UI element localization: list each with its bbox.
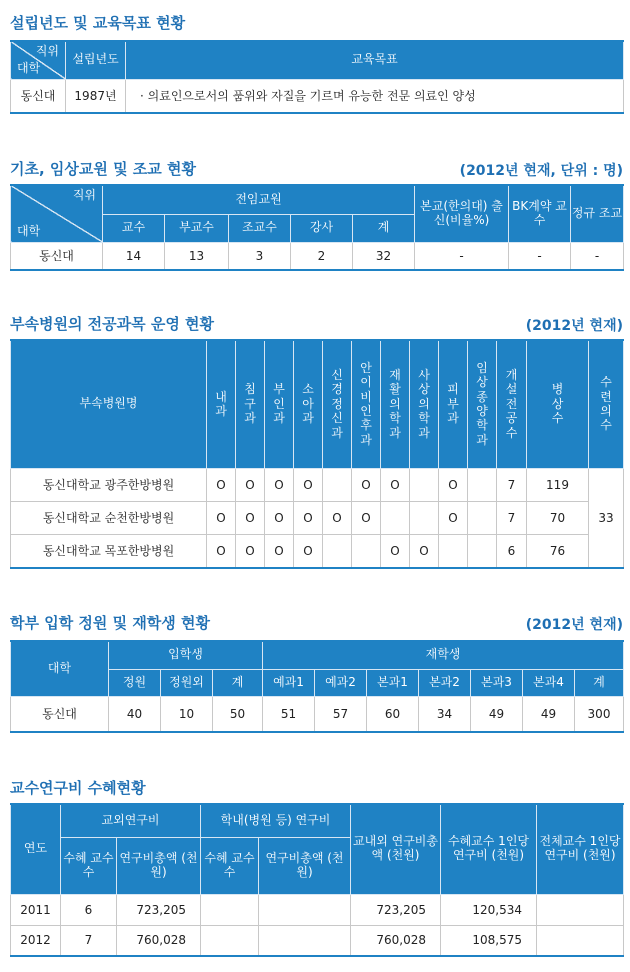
mark-cell: O bbox=[410, 534, 439, 568]
dept-header bbox=[497, 340, 527, 468]
sub-header: 본과4 bbox=[523, 669, 575, 696]
mark-cell bbox=[410, 468, 439, 501]
dept-header bbox=[323, 340, 352, 468]
value-cell: 14 bbox=[103, 242, 165, 270]
dept-header-label: 피부과 bbox=[447, 382, 459, 426]
header-external: 교외연구비 bbox=[61, 804, 201, 837]
mark-cell: O bbox=[265, 534, 294, 568]
mark-cell bbox=[323, 534, 352, 568]
header-enrolled: 재학생 bbox=[263, 641, 624, 669]
value-cell: 6 bbox=[61, 894, 117, 925]
assistant-cell: - bbox=[571, 242, 624, 270]
value-cell: 50 bbox=[213, 696, 263, 732]
value-cell: 108,575 bbox=[441, 925, 537, 956]
mark-cell: O bbox=[381, 468, 410, 501]
dept-header bbox=[381, 340, 410, 468]
bk-cell: - bbox=[509, 242, 571, 270]
header-per-recipient: 수혜교수 1인당 연구비 (천원) bbox=[441, 804, 537, 894]
mark-cell: O bbox=[265, 468, 294, 501]
univ-cell: 동신대 bbox=[11, 79, 66, 113]
mark-cell: O bbox=[323, 501, 352, 534]
mark-cell: O bbox=[381, 534, 410, 568]
value-cell bbox=[259, 894, 351, 925]
mark-cell: O bbox=[236, 501, 265, 534]
research-table bbox=[10, 803, 624, 957]
mark-cell bbox=[439, 534, 468, 568]
sub-header: 예과2 bbox=[315, 669, 367, 696]
mark-cell bbox=[410, 501, 439, 534]
mark-cell: O bbox=[207, 534, 236, 568]
header-fulltime: 전임교원 bbox=[103, 185, 415, 214]
value-cell: 49 bbox=[523, 696, 575, 732]
header-year: 설립년도 bbox=[66, 41, 126, 79]
value-cell bbox=[201, 925, 259, 956]
dept-header-label: 재활의학과 bbox=[389, 368, 401, 440]
section-title-students: 학부 입학 정원 및 재학생 현황 bbox=[10, 614, 210, 632]
value-cell: 57 bbox=[315, 696, 367, 732]
beds-cell: 119 bbox=[527, 468, 589, 501]
mark-cell: O bbox=[207, 501, 236, 534]
header-position: 직위 bbox=[35, 44, 59, 58]
value-cell: 51 bbox=[263, 696, 315, 732]
diag-header-cell bbox=[11, 185, 103, 242]
year-cell: 2011 bbox=[11, 894, 61, 925]
dept-header-label: 소아과 bbox=[302, 382, 314, 426]
mark-cell: O bbox=[294, 534, 323, 568]
sub-header: 본과1 bbox=[367, 669, 419, 696]
sub-header: 계 bbox=[353, 214, 415, 242]
value-cell: 10 bbox=[161, 696, 213, 732]
dept-header-label: 병상수 bbox=[551, 382, 564, 426]
hospital-name-cell: 동신대학교 광주한방병원 bbox=[11, 468, 207, 501]
univ-cell: 동신대 bbox=[11, 696, 109, 732]
value-cell: 723,205 bbox=[351, 894, 441, 925]
sub-header: 수혜 교수수 bbox=[61, 837, 117, 894]
sub-header: 수혜 교수수 bbox=[201, 837, 259, 894]
table-row bbox=[11, 925, 624, 956]
mark-cell: O bbox=[294, 468, 323, 501]
mark-cell: O bbox=[352, 501, 381, 534]
dept-header bbox=[236, 340, 265, 468]
dept-header bbox=[410, 340, 439, 468]
value-cell: 13 bbox=[165, 242, 229, 270]
sub-header: 예과1 bbox=[263, 669, 315, 696]
table-row bbox=[11, 501, 624, 534]
dept-header bbox=[207, 340, 236, 468]
sub-header: 정원 bbox=[109, 669, 161, 696]
dept-header bbox=[589, 340, 624, 468]
mark-cell: O bbox=[439, 468, 468, 501]
table-row bbox=[11, 894, 624, 925]
value-cell: 120,534 bbox=[441, 894, 537, 925]
header-assistant: 정규 조교 bbox=[571, 185, 624, 242]
section-title-hospital: 부속병원의 전공과목 운영 현황 bbox=[10, 315, 215, 333]
mark-cell bbox=[468, 501, 497, 534]
sub-header: 계 bbox=[575, 669, 624, 696]
dept-header bbox=[265, 340, 294, 468]
value-cell: 760,028 bbox=[117, 925, 201, 956]
value-cell bbox=[537, 925, 624, 956]
hospital-name-cell: 동신대학교 목포한방병원 bbox=[11, 534, 207, 568]
sub-header: 본과2 bbox=[419, 669, 471, 696]
mark-cell bbox=[381, 501, 410, 534]
dept-header-label: 침구과 bbox=[244, 382, 256, 426]
table-row bbox=[11, 534, 624, 568]
dept-header-label: 신경정신과 bbox=[331, 368, 343, 440]
header-year: 연도 bbox=[11, 804, 61, 894]
goal-cell: · 의료인으로서의 품위와 자질을 기르며 유능한 전문 의료인 양성 bbox=[126, 79, 624, 113]
dept-header bbox=[527, 340, 589, 468]
hospital-name-cell: 동신대학교 순천한방병원 bbox=[11, 501, 207, 534]
year-cell: 2012 bbox=[11, 925, 61, 956]
mark-cell: O bbox=[352, 468, 381, 501]
count-cell: 7 bbox=[497, 468, 527, 501]
sub-header: 계 bbox=[213, 669, 263, 696]
header-position: 직위 bbox=[72, 188, 96, 202]
beds-cell: 76 bbox=[527, 534, 589, 568]
univ-cell: 동신대 bbox=[11, 242, 103, 270]
value-cell bbox=[259, 925, 351, 956]
dept-header-label: 수련의수 bbox=[600, 375, 612, 433]
header-admission: 입학생 bbox=[109, 641, 263, 669]
dept-header-label: 사상의학과 bbox=[418, 368, 430, 440]
header-univ: 대학 bbox=[11, 641, 109, 696]
table-row bbox=[11, 468, 624, 501]
mark-cell: O bbox=[207, 468, 236, 501]
section-title-founding: 설립년도 및 교육목표 현황 bbox=[10, 14, 186, 32]
hospital-table bbox=[10, 339, 624, 569]
sub-header: 연구비총액 (천원) bbox=[259, 837, 351, 894]
mark-cell bbox=[323, 468, 352, 501]
dept-header bbox=[294, 340, 323, 468]
year-cell: 1987년 bbox=[66, 79, 126, 113]
dept-header bbox=[468, 340, 497, 468]
value-cell bbox=[201, 894, 259, 925]
header-hospital: 부속병원명 bbox=[11, 340, 207, 468]
sub-header: 본과3 bbox=[471, 669, 523, 696]
mark-cell: O bbox=[236, 534, 265, 568]
mark-cell bbox=[468, 534, 497, 568]
value-cell: 3 bbox=[229, 242, 291, 270]
header-total: 교내외 연구비총액 (천원) bbox=[351, 804, 441, 894]
value-cell: 7 bbox=[61, 925, 117, 956]
beds-cell: 70 bbox=[527, 501, 589, 534]
value-cell: 49 bbox=[471, 696, 523, 732]
mark-cell: O bbox=[236, 468, 265, 501]
mark-cell: O bbox=[265, 501, 294, 534]
sub-header: 조교수 bbox=[229, 214, 291, 242]
section-note-students: (2012년 현재) bbox=[525, 617, 623, 633]
header-per-all: 전체교수 1인당 연구비 (천원) bbox=[537, 804, 624, 894]
value-cell: 760,028 bbox=[351, 925, 441, 956]
value-cell: 723,205 bbox=[117, 894, 201, 925]
sub-header: 부교수 bbox=[165, 214, 229, 242]
count-cell: 6 bbox=[497, 534, 527, 568]
dept-header bbox=[352, 340, 381, 468]
section-note-faculty: (2012년 현재, 단위 : 명) bbox=[459, 163, 623, 179]
mark-cell bbox=[352, 534, 381, 568]
header-bk: BK계약 교수 bbox=[509, 185, 571, 242]
value-cell bbox=[537, 894, 624, 925]
mark-cell: O bbox=[294, 501, 323, 534]
header-internal: 학내(병원 등) 연구비 bbox=[201, 804, 351, 837]
dept-header-label: 개설전공수 bbox=[505, 368, 518, 440]
value-cell: 300 bbox=[575, 696, 624, 732]
value-cell: 2 bbox=[291, 242, 353, 270]
value-cell: 34 bbox=[419, 696, 471, 732]
diag-header-cell bbox=[11, 41, 66, 79]
mark-cell bbox=[468, 468, 497, 501]
residents-cell: 33 bbox=[589, 468, 624, 568]
section-note-hospital: (2012년 현재) bbox=[525, 318, 623, 334]
faculty-table bbox=[10, 184, 624, 271]
mark-cell: O bbox=[439, 501, 468, 534]
sub-header: 강사 bbox=[291, 214, 353, 242]
header-alumni: 본교(한의대) 출신(비율%) bbox=[415, 185, 509, 242]
founding-table bbox=[10, 40, 624, 114]
count-cell: 7 bbox=[497, 501, 527, 534]
value-cell: 60 bbox=[367, 696, 419, 732]
section-title-faculty: 기초, 임상교원 및 조교 현황 bbox=[10, 160, 196, 178]
header-univ: 대학 bbox=[17, 223, 41, 238]
dept-header-label: 내과 bbox=[215, 389, 227, 419]
value-cell: 32 bbox=[353, 242, 415, 270]
section-title-research: 교수연구비 수혜현황 bbox=[10, 779, 146, 797]
value-cell: 40 bbox=[109, 696, 161, 732]
dept-header bbox=[439, 340, 468, 468]
dept-header-label: 부인과 bbox=[273, 382, 285, 426]
dept-header-label: 안이비인후과 bbox=[360, 360, 372, 447]
sub-header: 연구비총액 (천원) bbox=[117, 837, 201, 894]
sub-header: 교수 bbox=[103, 214, 165, 242]
header-goal: 교육목표 bbox=[126, 41, 624, 79]
dept-header-label: 임상종양학과 bbox=[476, 360, 488, 447]
students-table bbox=[10, 640, 624, 733]
alumni-cell: - bbox=[415, 242, 509, 270]
header-univ: 대학 bbox=[17, 60, 41, 75]
sub-header: 정원외 bbox=[161, 669, 213, 696]
